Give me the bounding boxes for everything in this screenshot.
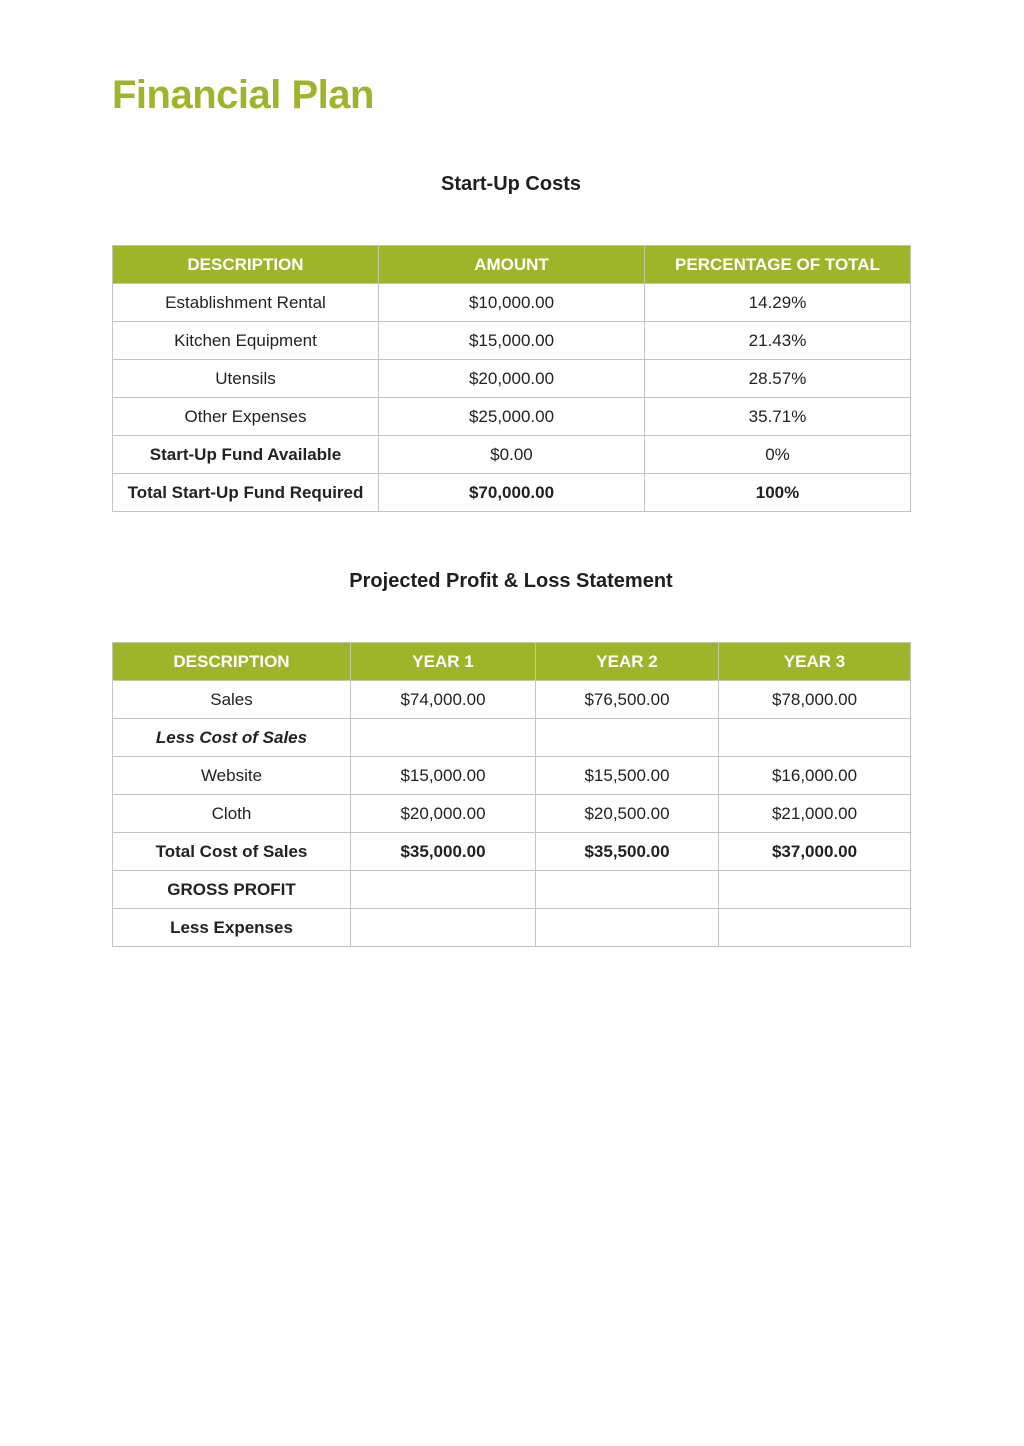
row-year-2: $15,500.00 [536, 757, 719, 795]
row-description: Less Cost of Sales [113, 719, 351, 757]
row-year-3: $78,000.00 [719, 681, 911, 719]
row-description: Cloth [113, 795, 351, 833]
row-description: Establishment Rental [113, 284, 379, 322]
row-description: Total Start-Up Fund Required [113, 474, 379, 512]
table-row-total [113, 474, 911, 512]
row-amount: $20,000.00 [379, 360, 645, 398]
row-description: Website [113, 757, 351, 795]
row-description: Kitchen Equipment [113, 322, 379, 360]
column-header-amount: AMOUNT [379, 246, 645, 284]
column-header-description: DESCRIPTION [113, 246, 379, 284]
row-description: Total Cost of Sales [113, 833, 351, 871]
row-percentage: 28.57% [645, 360, 911, 398]
column-header-percentage: PERCENTAGE OF TOTAL [645, 246, 911, 284]
table-row [113, 795, 911, 833]
table-row-total [113, 833, 911, 871]
table-row-gross-profit [113, 871, 911, 909]
table-row [113, 284, 911, 322]
column-header-description: DESCRIPTION [113, 643, 351, 681]
row-amount: $25,000.00 [379, 398, 645, 436]
row-year-1: $20,000.00 [351, 795, 536, 833]
table-header-row [113, 643, 911, 681]
table-row [113, 681, 911, 719]
row-year-3: $37,000.00 [719, 833, 911, 871]
row-year-1 [351, 871, 536, 909]
table-row [113, 322, 911, 360]
row-year-1: $15,000.00 [351, 757, 536, 795]
startup-costs-table [112, 245, 911, 512]
table-row [113, 719, 911, 757]
row-description: Other Expenses [113, 398, 379, 436]
row-amount: $0.00 [379, 436, 645, 474]
row-amount: $70,000.00 [379, 474, 645, 512]
row-percentage: 21.43% [645, 322, 911, 360]
row-year-1: $35,000.00 [351, 833, 536, 871]
row-description: Sales [113, 681, 351, 719]
table-row [113, 757, 911, 795]
row-description: Utensils [113, 360, 379, 398]
row-percentage: 100% [645, 474, 911, 512]
row-year-3: $21,000.00 [719, 795, 911, 833]
row-year-2: $20,500.00 [536, 795, 719, 833]
row-percentage: 35.71% [645, 398, 911, 436]
page-title: Financial Plan [112, 73, 374, 117]
row-year-1: $74,000.00 [351, 681, 536, 719]
table-header-row [113, 246, 911, 284]
row-year-2: $35,500.00 [536, 833, 719, 871]
row-year-3 [719, 871, 911, 909]
table-row [113, 360, 911, 398]
row-year-2 [536, 719, 719, 757]
profit-loss-table [112, 642, 911, 947]
row-amount: $15,000.00 [379, 322, 645, 360]
row-year-3 [719, 909, 911, 947]
profit-loss-title: Projected Profit & Loss Statement [349, 570, 673, 592]
row-description: GROSS PROFIT [113, 871, 351, 909]
table-row-less-expenses [113, 909, 911, 947]
table-row [113, 398, 911, 436]
row-year-1 [351, 909, 536, 947]
row-year-3 [719, 719, 911, 757]
row-year-2 [536, 909, 719, 947]
row-amount: $10,000.00 [379, 284, 645, 322]
row-percentage: 0% [645, 436, 911, 474]
row-description: Start-Up Fund Available [113, 436, 379, 474]
startup-costs-title: Start-Up Costs [440, 173, 581, 195]
row-year-1 [351, 719, 536, 757]
row-year-2 [536, 871, 719, 909]
table-row-fund-available [113, 436, 911, 474]
column-header-year-3: YEAR 3 [719, 643, 911, 681]
row-percentage: 14.29% [645, 284, 911, 322]
row-year-2: $76,500.00 [536, 681, 719, 719]
row-year-3: $16,000.00 [719, 757, 911, 795]
row-description: Less Expenses [113, 909, 351, 947]
column-header-year-2: YEAR 2 [536, 643, 719, 681]
column-header-year-1: YEAR 1 [351, 643, 536, 681]
